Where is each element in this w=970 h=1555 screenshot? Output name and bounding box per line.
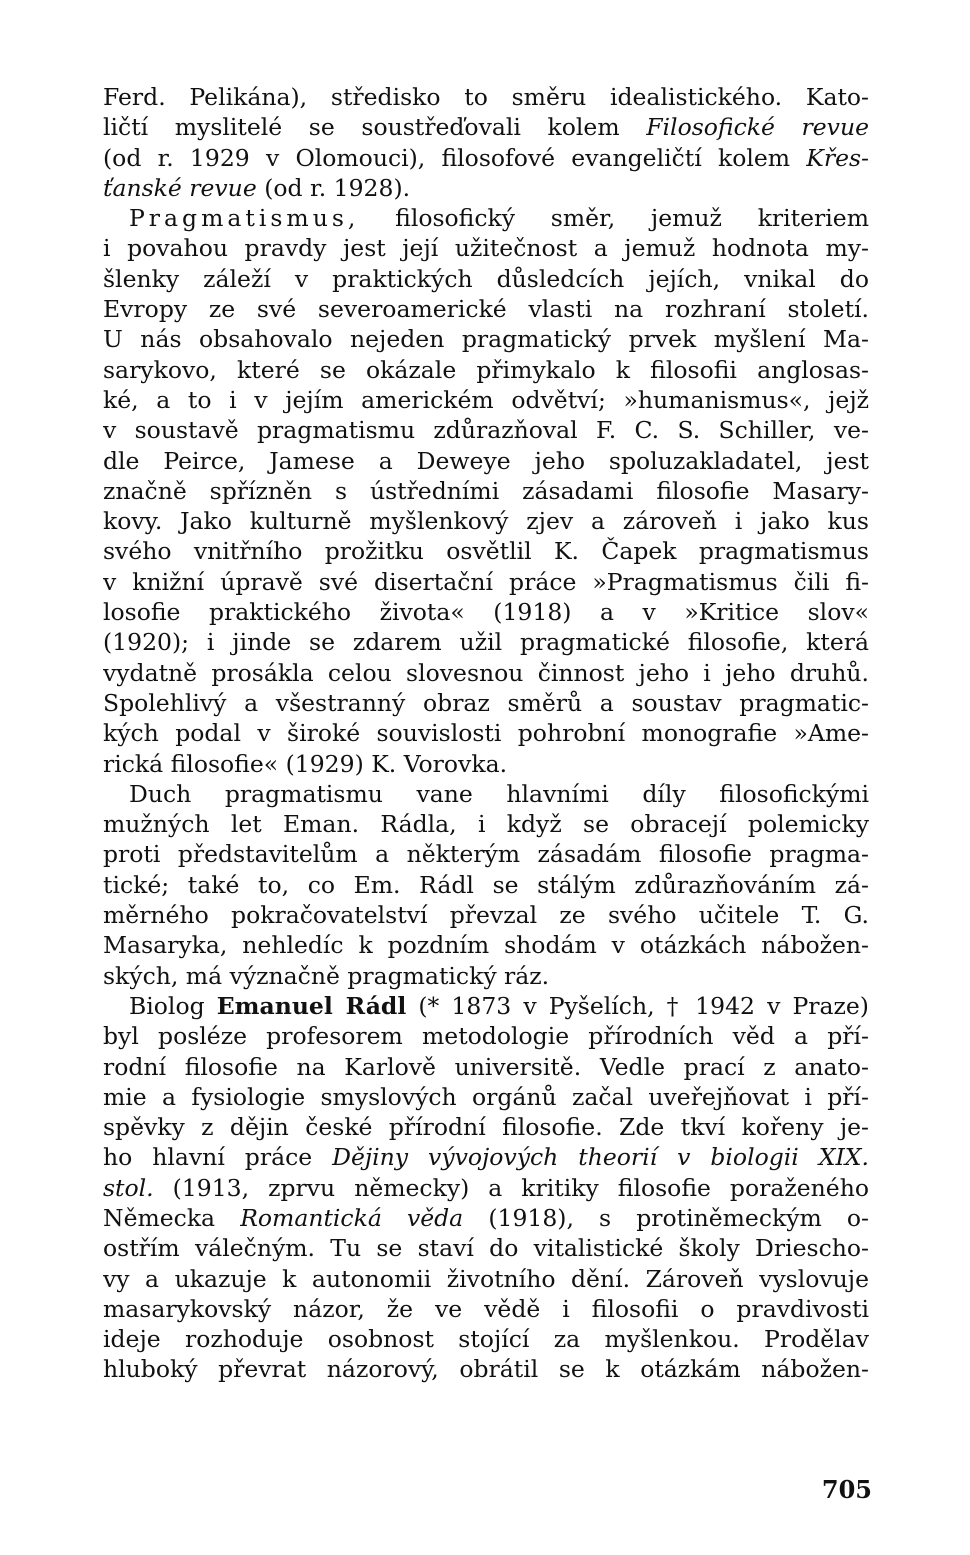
- text-line: ho hlavní práce Dějiny vývojových theorií v biologii XIX.: [103, 1143, 869, 1172]
- text-line: ostřím válečným. Tu se staví do vitalistické školy Driescho-: [103, 1234, 869, 1263]
- book-title: stol.: [103, 1173, 154, 1202]
- paragraph-start: Pragmatismus, filosofický směr, jemuž kriteriem: [129, 204, 869, 233]
- book-title: Romantická věda: [240, 1203, 464, 1232]
- text-line: i povahou pravdy jest její užitečnost a jemuž hodnota my-: [103, 234, 869, 263]
- text-line: ké, a to i v jejím americkém odvětví; »humanismus«, jejž: [103, 385, 869, 414]
- text-line: byl posléze profesorem metodologie přírodních věd a pří-: [103, 1022, 869, 1051]
- paragraph-start: Duch pragmatismu vane hlavními díly filosofickými: [129, 779, 869, 808]
- text-line: (od r. 1929 v Olomouci), filosofové evangeličtí kolem Křes-: [103, 143, 869, 172]
- text-line: ťanské revue (od r. 1928).: [103, 173, 411, 202]
- text-line: mužných let Eman. Rádla, i když se obracejí polemicky: [103, 810, 869, 839]
- text-line: v soustavě pragmatismu zdůrazňoval F. C. S. Schiller, ve-: [103, 416, 869, 445]
- text-line: kovy. Jako kulturně myšlenkový zjev a zároveň i jako kus: [103, 507, 869, 536]
- text-line: Evropy ze své severoamerické vlasti na rozhraní století.: [103, 295, 869, 324]
- spaced-term: Pragmatismus,: [129, 204, 360, 233]
- page-number: 705: [821, 1475, 872, 1504]
- text-line: hluboký převrat názorový, obrátil se k otázkám nábožen-: [103, 1355, 869, 1384]
- text-line: kých podal v široké souvislosti pohrobní monografie »Ame-: [103, 719, 869, 748]
- paragraph-start: Biolog Emanuel Rádl (* 1873 v Pyšelích, † 1942 v Praze): [129, 991, 869, 1020]
- text-line: v knižní úpravě své disertační práce »Pragmatismus čili fi-: [103, 567, 869, 596]
- person-name: Emanuel Rádl: [216, 991, 407, 1020]
- text-line: Ferd. Pelikána), středisko to směru idealistického. Kato-: [103, 83, 869, 111]
- text-line: ideje rozhoduje osobnost stojící za myšlenkou. Prodělav: [103, 1325, 869, 1354]
- text-line: rodní filosofie na Karlově universitě. Vedle prací z anato-: [103, 1052, 869, 1081]
- journal-title: ťanské revue: [103, 173, 257, 202]
- text-line: vydatně prosákla celou slovesnou činnost jeho i jeho druhů.: [103, 658, 869, 687]
- book-title: Dějiny vývojových theorií v biologii XIX.: [332, 1143, 869, 1172]
- text-line: ličtí myslitelé se soustřeďovali kolem Filosofické revue: [103, 113, 869, 142]
- text-line: (1920); i jinde se zdarem užil pragmatické filosofie, která: [103, 628, 869, 657]
- text-line: losofie praktického života« (1918) a v »Kritice slov«: [103, 598, 869, 627]
- text-line: mie a fysiologie smyslových orgánů začal uveřejňovat i pří-: [103, 1082, 869, 1111]
- text-line: dle Peirce, Jamese a Deweye jeho spoluzakladatel, jest: [103, 446, 869, 475]
- text-line: značně spřízněn s ústředními zásadami filosofie Masary-: [103, 476, 869, 505]
- text-line: vy a ukazuje k autonomii životního dění. Zároveň vyslovuje: [103, 1264, 869, 1293]
- text-line: svého vnitřního prožitku osvětlil K. Čapek pragmatismus: [103, 537, 869, 566]
- text-line: Spolehlivý a všestranný obraz směrů a soustav pragmatic-: [103, 688, 869, 717]
- book-page-text: [103, 82, 869, 1385]
- text-line: ských, má význačně pragmatický ráz.: [103, 961, 550, 990]
- journal-title: Křes-: [806, 143, 869, 172]
- text-line: tické; také to, co Em. Rádl se stálým zdůrazňováním zá-: [103, 870, 869, 899]
- text-line: spěvky z dějin české přírodní filosofie. Zde tkví kořeny je-: [103, 1113, 869, 1142]
- text-line: šlenky záleží v praktických důsledcích jejích, vnikal do: [103, 264, 869, 293]
- text-line: sarykovo, které se okázale přimykalo k filosofii anglosas-: [103, 355, 869, 384]
- text-line: U nás obsahovalo nejeden pragmatický prvek myšlení Ma-: [103, 325, 869, 354]
- text-line: Německa Romantická věda (1918), s protiněmeckým o-: [103, 1203, 869, 1232]
- journal-title: Filosofické revue: [646, 113, 869, 142]
- text-line: proti představitelům a některým zásadám filosofie pragma-: [103, 840, 869, 869]
- text-line: stol. (1913, zprvu německy) a kritiky filosofie poraženého: [103, 1173, 869, 1202]
- text-line: měrného pokračovatelství převzal ze svého učitele T. G.: [103, 901, 869, 930]
- text-line: masarykovský názor, že ve vědě i filosofii o pravdivosti: [103, 1294, 869, 1323]
- text-line: rická filosofie« (1929) K. Vorovka.: [103, 749, 508, 778]
- text-line: Masaryka, nehledíc k pozdním shodám v otázkách nábožen-: [103, 931, 869, 960]
